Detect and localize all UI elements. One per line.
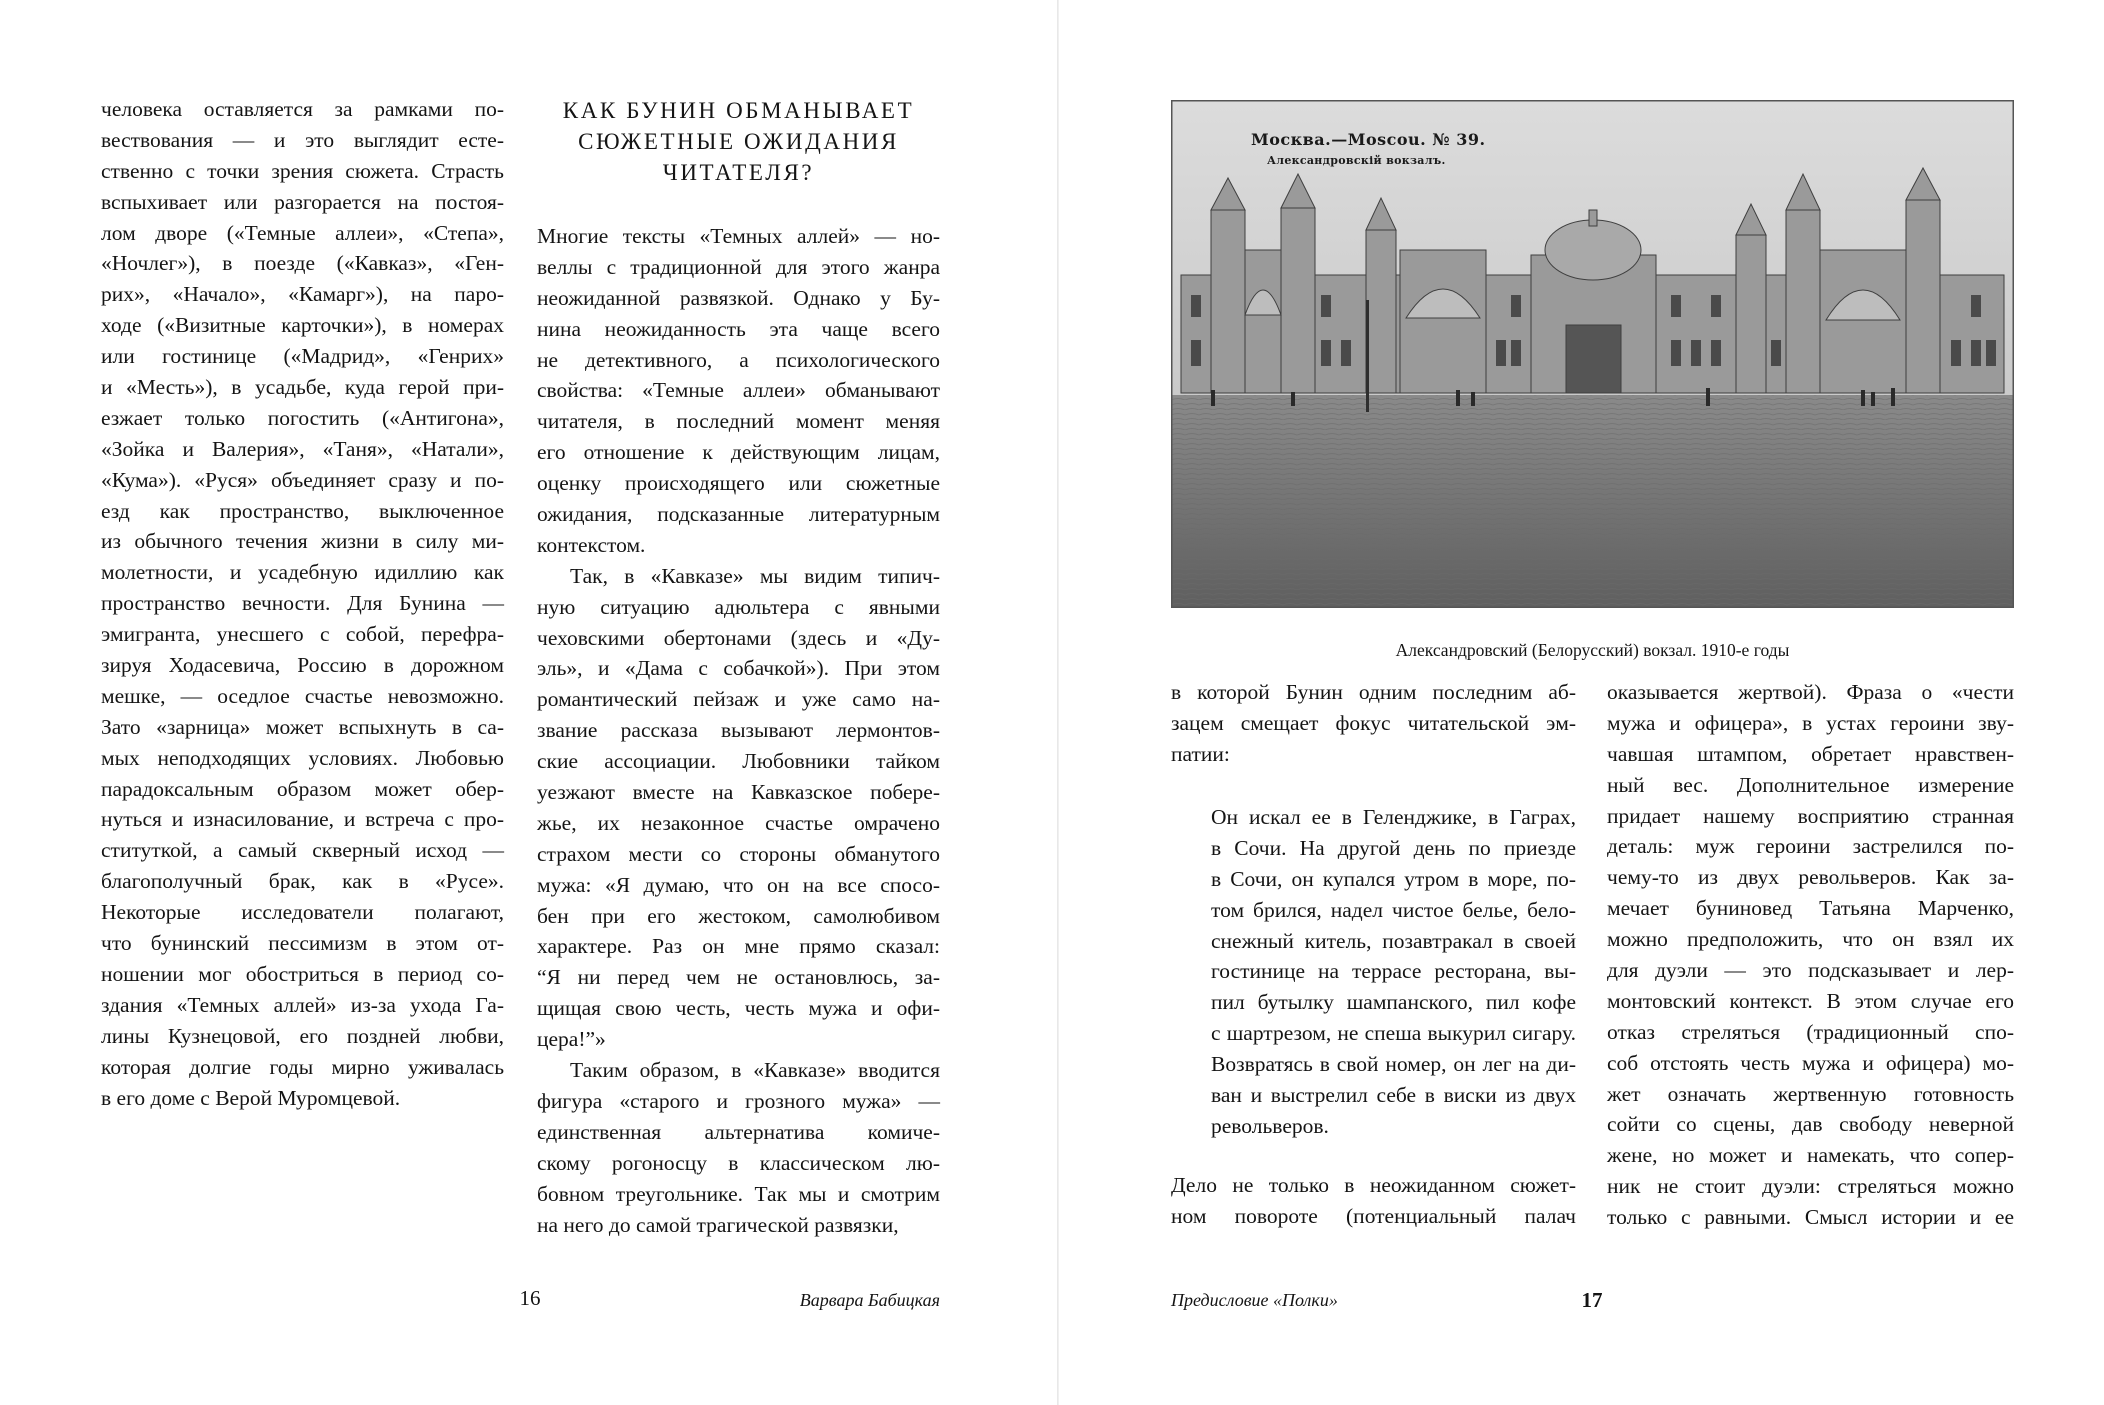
text-line: жет означать жертвенную готовность bbox=[1607, 1081, 2014, 1106]
heading-line: СЮЖЕТНЫЕ ОЖИДАНИЯ bbox=[578, 129, 899, 154]
text-line: неожиданной развязкой. Однако у Бу- bbox=[537, 285, 940, 310]
text-line: патии: bbox=[1171, 741, 1230, 766]
paragraph bbox=[537, 221, 940, 561]
page-gutter bbox=[1057, 0, 1059, 1405]
text-line: характере. Раз он мне прямо сказал: bbox=[537, 934, 940, 959]
text-line: лины Кузнецовой, его поздней любви, bbox=[101, 1023, 504, 1048]
text-line: ституткой, а самый скверный исход — bbox=[101, 838, 504, 863]
text-line: ный вес. Дополнительное измерение bbox=[1607, 772, 2014, 797]
text-line: Таким образом, в «Кавказе» вводится bbox=[570, 1058, 940, 1083]
text-line: человека оставляется за рамками по- bbox=[101, 97, 504, 121]
running-head-author: Варвара Бабицкая bbox=[799, 1290, 940, 1310]
text-line: для дуэли — это подсказывает и лер- bbox=[1607, 958, 2014, 983]
quote-line: снежный китель, позавтракал в своей bbox=[1211, 928, 1576, 953]
text-line: «Ночлег»), в поезде («Кавказ», «Ген- bbox=[101, 251, 504, 276]
text-line: Дело не только в неожиданном сюжет- bbox=[1171, 1173, 1576, 1197]
text-line: эль», и «Дама с собачкой»). При этом bbox=[537, 656, 940, 681]
text-line: скому рогоносцу в классическом лю- bbox=[537, 1150, 940, 1175]
text-line: монтовский контекст. В этом случае его bbox=[1607, 988, 2014, 1013]
station-photo bbox=[1171, 100, 2014, 608]
text-line: ник не стоит дуэли: стреляться можно bbox=[1607, 1174, 2014, 1199]
text-line: чему-то из двух револьверов. Как за- bbox=[1607, 865, 2014, 890]
page-number-left: 16 bbox=[519, 1286, 541, 1310]
text-line: ном повороте (потенциальный палач bbox=[1171, 1203, 1576, 1228]
paragraph bbox=[537, 561, 940, 1055]
text-line: нуться и изнасилование, и встреча с про- bbox=[101, 807, 504, 832]
text-line: рих», «Начало», «Камарг»), на паро- bbox=[101, 282, 504, 307]
text-line: мужа: «Я думаю, что он на все спосо- bbox=[537, 872, 940, 897]
text-line: Многие тексты «Темных аллей» — но- bbox=[537, 224, 940, 248]
text-line: вспыхивает или разгорается на постоя- bbox=[101, 189, 504, 214]
text-line: не детективного, а психологического bbox=[537, 347, 940, 372]
quote-line: Возвратясь в свой номер, он лег на ди- bbox=[1211, 1052, 1576, 1077]
text-line: пространство вечности. Для Бунина — bbox=[101, 591, 504, 616]
text-line: жене, но может и намекать, что сопер- bbox=[1607, 1143, 2014, 1168]
text-line: романтический пейзаж и уже само на- bbox=[537, 687, 940, 712]
text-line: свойства: «Темные аллеи» обманывают bbox=[537, 378, 940, 403]
text-line: ную ситуацию адюльтера с явными bbox=[537, 594, 940, 619]
photo-caption: Александровский (Белорусский) вокзал. 1910-е годы bbox=[1395, 640, 1790, 660]
text-line: цера!”» bbox=[537, 1027, 606, 1052]
quote-line: том брился, надел чистое белье, бело- bbox=[1211, 897, 1576, 922]
text-line: езд как пространство, выключенное bbox=[101, 498, 504, 523]
text-line: бовном треугольнике. Так мы и смотрим bbox=[537, 1181, 940, 1206]
text-line: оказывается жертвой). Фраза о «чести bbox=[1607, 680, 2014, 704]
text-line: сойти со сцены, дав свободу неверной bbox=[1607, 1112, 2014, 1137]
text-line: Зато «зарница» может вспыхнуть в са- bbox=[101, 714, 504, 739]
text-line: придает нашему восприятию странная bbox=[1607, 803, 2014, 828]
text-line: только с равными. Смысл истории и ее bbox=[1607, 1205, 2014, 1230]
text-line: лом дворе («Темные аллеи», «Степа», bbox=[101, 220, 504, 245]
paragraph bbox=[1171, 677, 1576, 770]
text-line: оценку происходящего или сюжетные bbox=[537, 471, 940, 496]
text-line: читателя, в последний момент меняя bbox=[537, 409, 940, 434]
quote-line: ван и выстрелил себе в виски из двух bbox=[1211, 1083, 1576, 1108]
text-line: ские ассоциации. Любовники тайком bbox=[537, 749, 940, 774]
quote-line: с шартрезом, не спеша выкурил сигару. bbox=[1211, 1021, 1576, 1046]
text-line: в его доме с Верой Муромцевой. bbox=[101, 1085, 401, 1110]
text-line: из обычного течения жизни в силу ми- bbox=[101, 529, 504, 554]
text-line: отказ стреляться (традиционный спо- bbox=[1607, 1019, 2014, 1044]
left-page-column-2 bbox=[537, 221, 940, 1240]
text-line: молетности, и усадебную идиллию как bbox=[101, 560, 504, 585]
text-line: звание рассказа вызывают лермонтов- bbox=[537, 718, 940, 743]
text-line: “Я ни перед чем не остановлюсь, за- bbox=[537, 965, 940, 990]
text-line: «Кума»). «Руся» объединяет сразу и по- bbox=[101, 467, 504, 492]
text-line: парадоксальным образом может обер- bbox=[101, 776, 504, 801]
quote-line: гостинице на террасе ресторана, вы- bbox=[1211, 959, 1576, 984]
quote-line: револьверов. bbox=[1211, 1113, 1329, 1138]
photo-inscription-sub: Александровскій вокзалъ. bbox=[1267, 154, 1446, 167]
text-line: и «Месть»), в усадьбе, куда герой при- bbox=[101, 375, 504, 400]
text-line: езжает только погостить («Антигона», bbox=[101, 405, 504, 430]
text-line: эмигранта, унесшего с собой, перефра- bbox=[101, 622, 504, 647]
text-line: мых неподходящих условиях. Любовью bbox=[101, 745, 504, 770]
text-line: страхом мести со стороны обманутого bbox=[537, 841, 940, 866]
text-line: фигура «старого и грозного мужа» — bbox=[537, 1088, 940, 1113]
text-line: бен при его жестоком, самолюбивом bbox=[537, 903, 940, 928]
quote-line: в Сочи. На другой день по приезде bbox=[1211, 835, 1576, 860]
photo-inscription: Москва.—Moscou. № 39. bbox=[1251, 130, 1486, 149]
text-line: благополучный брак, как в «Русе». bbox=[101, 869, 504, 894]
text-line: единственная альтернатива комиче- bbox=[537, 1119, 940, 1144]
text-line: мечает буниновед Татьяна Марченко, bbox=[1607, 896, 2014, 921]
text-line: которая долгие годы мирно уживалась bbox=[101, 1054, 504, 1079]
blockquote bbox=[1211, 802, 1576, 1142]
right-page-column-2 bbox=[1607, 677, 2014, 1233]
text-line: веллы с традиционной для этого жанра bbox=[537, 254, 940, 279]
text-line: мужа и офицера», в устах героини зву- bbox=[1607, 710, 2014, 735]
running-head-book: Предисловие «Полки» bbox=[1171, 1290, 1338, 1310]
station-illustration bbox=[1171, 100, 2014, 608]
text-line: щищая свою честь, честь мужа и офи- bbox=[537, 996, 940, 1021]
text-line: ношении мог обостриться в период со- bbox=[101, 961, 504, 986]
text-line: Некоторые исследователи полагают, bbox=[101, 900, 504, 925]
quote-line: пил бутылку шампанского, пил кофе bbox=[1211, 990, 1576, 1015]
text-line: чавшая штампом, обретает нравствен- bbox=[1607, 741, 2014, 766]
text-line: что бунинский пессимизм в этом от- bbox=[101, 931, 504, 956]
quote-line: Он искал ее в Геленджике, в Гаграх, bbox=[1211, 805, 1576, 829]
text-line: здания «Темных аллей» из-за ухода Га- bbox=[101, 992, 504, 1017]
text-line: контекстом. bbox=[537, 532, 646, 557]
quote-line: в Сочи, он купался утром в море, по- bbox=[1211, 866, 1576, 891]
text-line: уезжают вместе на Кавказское побере- bbox=[537, 780, 940, 805]
text-line: ственно с точки зрения сюжета. Страсть bbox=[101, 158, 504, 183]
text-line: соб отстоять честь мужа и офицера) мо- bbox=[1607, 1050, 2014, 1075]
paragraph bbox=[1171, 1170, 1576, 1232]
heading-line: КАК БУНИН ОБМАНЫВАЕТ bbox=[562, 98, 915, 123]
section-heading bbox=[537, 95, 940, 188]
text-line: жье, их незаконное счастье омрачено bbox=[537, 810, 940, 835]
text-line: нина неожиданность эта чаще всего bbox=[537, 316, 940, 341]
text-line: зацем смещает фокус читательской эм- bbox=[1171, 710, 1576, 735]
text-line: на него до самой трагической развязки, bbox=[537, 1212, 899, 1237]
text-line: ходе («Визитные карточки»), в номерах bbox=[101, 313, 504, 338]
paragraph bbox=[537, 1055, 940, 1240]
text-line: зируя Ходасевича, Россию в дорожном bbox=[101, 653, 504, 678]
text-line: чеховскими обертонами (здесь и «Ду- bbox=[537, 625, 940, 650]
text-line: деталь: муж героини застрелился по- bbox=[1607, 834, 2014, 859]
text-line: вествования — и это выглядит есте- bbox=[101, 127, 504, 152]
text-line: ожидания, подсказанные литературным bbox=[537, 502, 940, 527]
text-line: в которой Бунин одним последним аб- bbox=[1171, 680, 1576, 704]
text-line: мешке, — оседлое счастье невозможно. bbox=[101, 683, 504, 708]
text-line: Так, в «Кавказе» мы видим типич- bbox=[570, 563, 940, 588]
heading-line: ЧИТАТЕЛЯ? bbox=[662, 160, 815, 185]
page-number-right: 17 bbox=[1581, 1288, 1603, 1312]
text-line: можно предположить, что он взял их bbox=[1607, 927, 2014, 952]
text-line: «Зойка и Валерия», «Таня», «Натали», bbox=[101, 436, 504, 461]
text-line: или гостинице («Мадрид», «Генрих» bbox=[101, 344, 504, 369]
left-page-column-1 bbox=[101, 94, 504, 1113]
text-line: его отношение к действующим лицам, bbox=[537, 440, 940, 465]
